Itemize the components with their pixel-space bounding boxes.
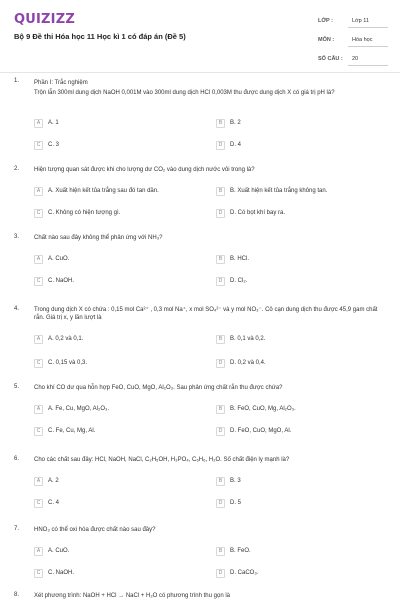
option-b[interactable] [216,334,265,344]
option-text: A. Fe, Cu, MgO, Al₂O₃. [48,406,110,412]
option-c[interactable] [34,208,120,218]
option-text: D. Có bọt khí bay ra. [230,210,286,216]
question-number: 6. [14,456,20,462]
quizizz-logo: QUIZIZZ [14,12,75,27]
option-text: C. 3 [48,142,60,148]
option-letter-box: B [216,547,225,556]
meta-value-class: Lớp 11 [348,15,388,28]
question-text: Chất nào sau đây không thể phản ứng với NH₃? [34,235,163,241]
option-text: B. 2 [230,120,241,126]
option-text: C. NaOH. [48,278,75,284]
question-text: Phần I: Trắc nghiệm Trộn lẫn 300ml dung dịch NaOH 0,001M vào 300ml dung dịch HCl 0,003M thu được dung dịch X có giá trị pH là? [34,80,335,96]
option-letter-box: C [34,427,43,436]
option-text: A. Xuất hiện kết tủa trắng sau đó tan dần. [48,188,159,194]
worksheet-meta [318,14,388,71]
question-number: 4. [14,306,20,312]
option-letter-box: B [216,255,225,264]
option-b[interactable] [216,476,241,486]
option-letter-box: A [34,335,43,344]
option-letter-box: D [216,569,225,578]
option-d[interactable] [216,568,258,578]
worksheet-title: Bộ 9 Đề thi Hóa học 11 Học kì 1 có đáp án (Đề 5) [14,32,186,41]
option-a[interactable] [34,546,69,556]
option-d[interactable] [216,276,247,286]
option-letter-box: B [216,187,225,196]
option-text: A. 1 [48,120,59,126]
option-b[interactable] [216,186,327,196]
option-letter-box: D [216,499,225,508]
option-a[interactable] [34,254,69,264]
option-letter-box: D [216,359,225,368]
option-text: A. 2 [48,478,59,484]
option-text: B. FeO, CuO, Mg, Al₂O₃. [230,406,296,412]
option-d[interactable] [216,358,266,368]
meta-value-count: 20 [348,53,388,66]
meta-value-subject: Hóa học [348,34,388,47]
option-letter-box: A [34,405,43,414]
option-letter-box: D [216,427,225,436]
option-text: D. 4 [230,142,242,148]
option-letter-box: C [34,569,43,578]
option-text: D. 0,2 và 0,4. [230,360,266,366]
option-letter-box: C [34,141,43,150]
option-text: B. 3 [230,478,241,484]
question-text: Hiện tượng quan sát được khi cho lượng dư CO₂ vào dung dịch nước vôi trong là? [34,167,255,173]
option-text: D. FeO, CuO, MgO, Al. [230,428,292,434]
option-b[interactable] [216,118,241,128]
meta-row-subject [318,33,388,47]
option-c[interactable] [34,358,87,368]
question-text: Cho các chất sau đây: HCl, NaOH, NaCl, C₂H₅OH, H₃PO₄, C₆H₆, H₂O. Số chất điện ly mạnh là? [34,457,290,463]
option-letter-box: A [34,547,43,556]
option-d[interactable] [216,498,241,508]
option-text: C. Fe, Cu, Mg, Al. [48,428,96,434]
option-c[interactable] [34,498,59,508]
worksheet-header [0,0,400,73]
option-c[interactable] [34,426,95,436]
option-a[interactable] [34,186,159,196]
meta-label-count: SỐ CÂU : [318,56,343,62]
option-text: A. CuO. [48,256,70,262]
meta-row-class [318,14,388,28]
option-text: D. 5 [230,500,242,506]
option-c[interactable] [34,140,59,150]
question-number: 5. [14,384,20,390]
option-d[interactable] [216,208,285,218]
option-letter-box: B [216,335,225,344]
meta-row-count [318,52,388,66]
option-a[interactable] [34,404,109,414]
option-text: D. Cl₂. [230,278,248,284]
option-a[interactable] [34,476,59,486]
option-d[interactable] [216,140,241,150]
option-b[interactable] [216,254,249,264]
option-letter-box: A [34,255,43,264]
option-letter-box: A [34,187,43,196]
option-letter-box: C [34,209,43,218]
option-text: B. FeO. [230,548,251,554]
option-b[interactable] [216,404,296,414]
option-c[interactable] [34,276,74,286]
option-text: C. 4 [48,500,60,506]
question-text: Xét phương trình: NaOH + HCl → NaCl + H₂O có phương trình thu gọn là [34,593,230,599]
question-number: 3. [14,234,20,240]
option-text: D. CaCO₃. [230,570,259,576]
option-letter-box: B [216,119,225,128]
option-letter-box: A [34,477,43,486]
option-c[interactable] [34,568,74,578]
option-letter-box: C [34,499,43,508]
option-d[interactable] [216,426,291,436]
option-b[interactable] [216,546,251,556]
option-text: B. 0,1 và 0,2. [230,336,266,342]
option-letter-box: B [216,405,225,414]
option-letter-box: D [216,141,225,150]
option-letter-box: C [34,359,43,368]
option-text: C. NaOH. [48,570,75,576]
question-number: 2. [14,166,20,172]
option-text: B. HCl. [230,256,250,262]
option-a[interactable] [34,118,59,128]
meta-label-subject: MÔN : [318,37,335,43]
option-text: C. 0,15 và 0,3. [48,360,88,366]
option-letter-box: D [216,209,225,218]
option-text: A. CuO. [48,548,70,554]
option-letter-box: A [34,119,43,128]
option-letter-box: B [216,477,225,486]
question-number: 1. [14,78,20,84]
question-text: HNO₃ có thể oxi hóa được chất nào sau đây? [34,527,156,533]
option-text: A. 0,2 và 0,1. [48,336,84,342]
question-text: Trong dung dịch X có chứa : 0,15 mol Ca²⁺ , 0,3 mol Na⁺, x mol SO₄²⁻ và y mol NO₃⁻. Cô cạn dung dịch thu được 45,9 gam chất rắn. Giá trị x, y lần lượt là [34,307,378,321]
option-a[interactable] [34,334,83,344]
option-text: C. Không có hiện tượng gì. [48,210,121,216]
option-letter-box: C [34,277,43,286]
question-text: Cho khí CO dư qua hỗn hợp FeO, CuO, MgO, Al₂O₃. Sau phản ứng chất rắn thu được chứa? [34,385,283,391]
option-letter-box: D [216,277,225,286]
meta-label-class: LỚP : [318,18,333,24]
option-text: B. Xuất hiện kết tủa trắng không tan. [230,188,328,194]
question-number: 7. [14,526,20,532]
question-number: 8. [14,592,20,598]
